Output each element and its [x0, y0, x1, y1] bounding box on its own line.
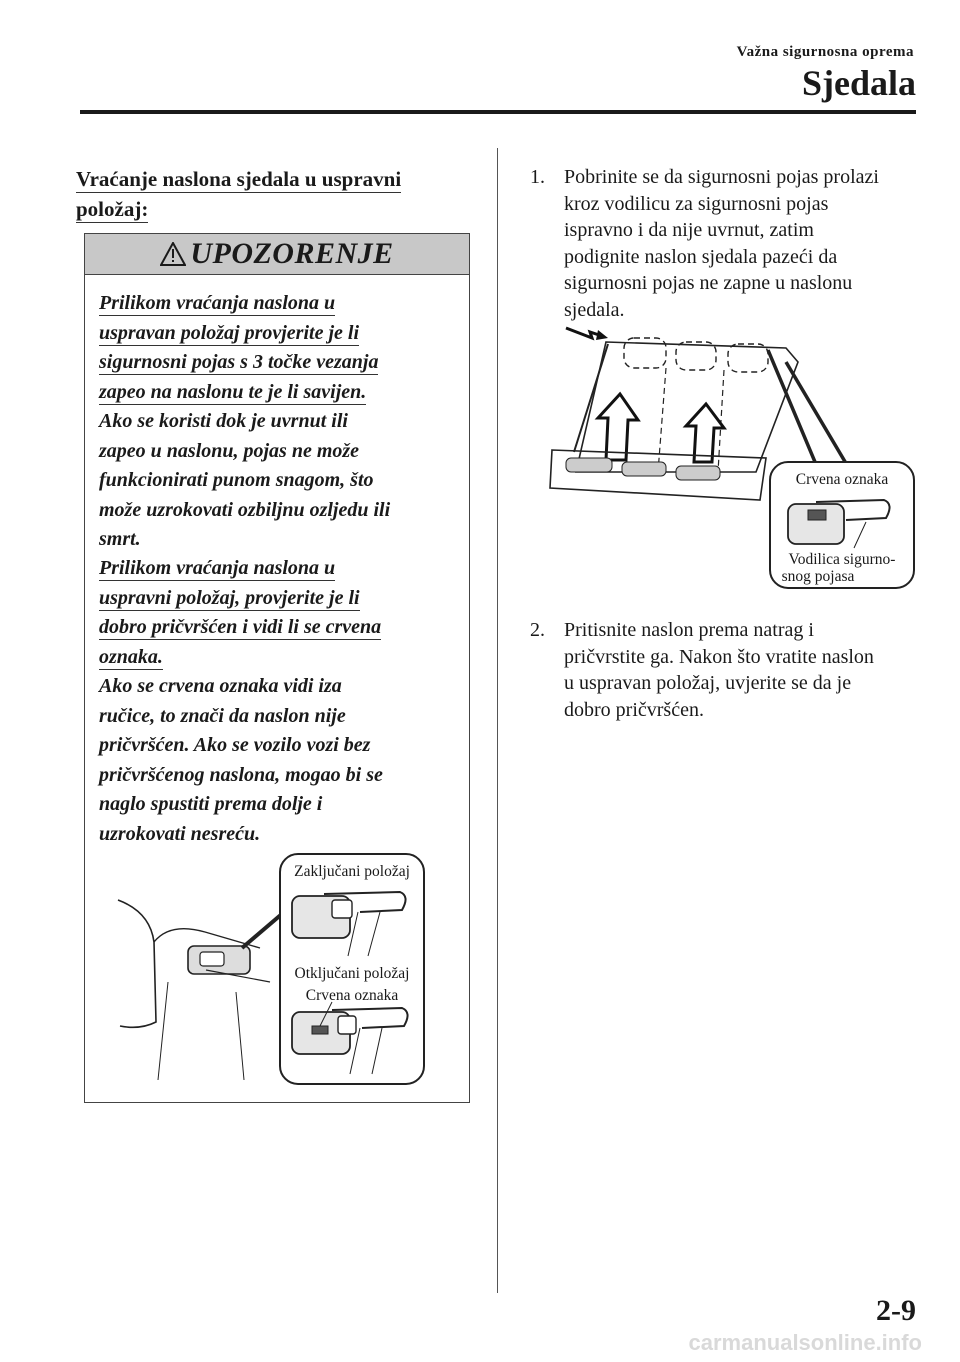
section-title-line2: položaj:	[76, 197, 149, 221]
warning-p2-u-line: uspravni položaj, provjerite je li	[99, 586, 360, 609]
unlocked-position-label: Otključani položaj	[294, 965, 410, 982]
warning-p1-line: smrt.	[99, 528, 141, 550]
column-divider	[497, 148, 498, 1293]
step-2-line: u uspravan položaj, uvjerite se da je	[564, 672, 852, 694]
warning-p2-line: pričvršćen. Ako se vozilo vozi bez	[99, 734, 371, 756]
step-2-number: 2.	[530, 619, 545, 641]
step-1-line: kroz vodilicu za sigurnosni pojas	[564, 192, 829, 215]
warning-p1-u-line: zapeo na naslonu te je li savijen.	[99, 380, 367, 403]
step-2	[530, 617, 930, 727]
watermark: carmanualsonline.info	[688, 1330, 922, 1355]
warning-paragraph-1	[99, 289, 459, 555]
warning-p2-u-line: Prilikom vraćanja naslona u	[99, 557, 336, 579]
warning-p1-line: Ako se koristi dok je uvrnut ili	[99, 410, 348, 432]
rear-seat-illustration	[546, 322, 916, 592]
warning-p2-line: Ako se crvena oznaka vidi iza	[99, 675, 342, 697]
warning-p2-line: naglo spustiti prema dolje i	[99, 793, 323, 815]
red-mark-label: Crvena oznaka	[305, 987, 399, 1004]
section-title-line1: Vraćanje naslona sjedala u uspravni	[76, 167, 402, 191]
step-1-line: ispravno i da nije uvrnut, zatim	[564, 219, 814, 241]
step-1-line: sigurnosni pojas ne zapne u naslonu	[564, 272, 853, 294]
warning-p2-line: uzrokovati nesreću.	[99, 822, 261, 845]
latch-illustration	[110, 852, 426, 1088]
step-1-text	[564, 164, 924, 323]
step-1-line: podignite naslon sjedala pazeći da	[564, 245, 838, 268]
step-2-line: Pritisnite naslon prema natrag i	[564, 619, 814, 641]
warning-p1-line: može uzrokovati ozbiljnu ozljedu ili	[99, 498, 391, 521]
warning-p2-u-line: dobro pričvršćen i vidi li se crvena	[99, 616, 382, 638]
running-header-subtitle: Važna sigurnosna oprema	[736, 44, 914, 60]
section-title	[76, 164, 456, 224]
warning-p1-line: funkcionirati punom snagom, što	[99, 469, 374, 491]
locked-position-label: Zaključani položaj	[294, 863, 410, 880]
page-number: 2-9	[876, 1294, 916, 1327]
warning-p2-line: pričvršćenog naslona, mogao bi se	[99, 763, 383, 786]
warning-p1-u-line: sigurnosni pojas s 3 točke vezanja	[99, 351, 379, 373]
warning-p2-u-line: oznaka.	[99, 645, 163, 668]
step-2-line: dobro pričvršćen.	[564, 698, 704, 721]
step-2-line: pričvrstite ga. Nakon što vratite naslon	[564, 645, 874, 668]
red-mark-label-2: Crvena oznaka	[795, 471, 889, 488]
step-2-text	[564, 617, 924, 723]
step-1	[530, 164, 930, 324]
warning-p1-u-line: uspravan položaj provjerite je li	[99, 321, 359, 344]
step-1-number: 1.	[530, 166, 545, 188]
warning-title: UPOZORENJE	[190, 237, 394, 270]
running-header-title: Sjedala	[801, 63, 916, 103]
step-1-line: Pobrinite se da sigurnosni pojas prolazi	[564, 166, 879, 188]
belt-guide-label-line2: snog pojasa	[781, 568, 855, 585]
warning-triangle-icon	[160, 242, 186, 266]
warning-p1-u-line: Prilikom vraćanja naslona u	[99, 292, 336, 314]
warning-p1-line: zapeo u naslonu, pojas ne može	[99, 439, 360, 462]
warning-paragraph-2	[99, 554, 459, 849]
warning-header	[85, 234, 469, 275]
header-rule	[80, 110, 916, 114]
warning-p2-line: ručice, to znači da naslon nije	[99, 704, 346, 727]
step-1-line: sjedala.	[564, 298, 625, 321]
belt-guide-label-line1: Vodilica sigurno-	[788, 551, 896, 568]
